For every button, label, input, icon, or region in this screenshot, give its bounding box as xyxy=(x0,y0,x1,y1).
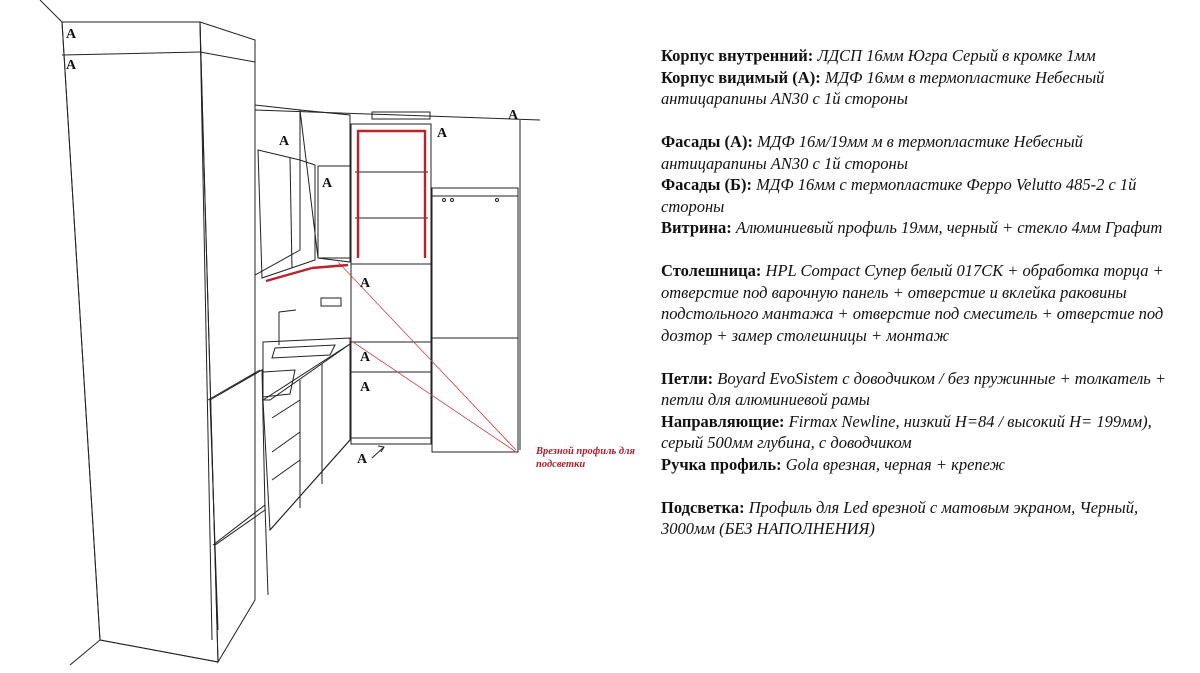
column-side-line-1 xyxy=(200,22,212,640)
lower-left-cabinet-3 xyxy=(265,505,268,595)
spec-value: Профиль для Led врезной с матовым экраном, Черный, 3000мм (БЕЗ НАПОЛНЕНИЯ) xyxy=(661,497,1139,538)
plinth-line xyxy=(270,440,350,530)
spec-item xyxy=(661,45,1181,67)
fridge-knob-3 xyxy=(496,199,499,202)
vitrine-case xyxy=(351,124,431,264)
marker-a-2: A xyxy=(66,58,77,73)
spec-block-facades xyxy=(661,131,1181,239)
spec-block-body xyxy=(661,45,1181,110)
hob xyxy=(263,370,295,397)
spec-label: Столешница: xyxy=(661,261,762,280)
floor-line xyxy=(70,640,100,665)
spec-label: Фасады (Б): xyxy=(661,175,752,194)
spec-item xyxy=(661,131,1181,174)
upper-cabinet-frame xyxy=(258,150,315,278)
spec-value: Firmax Newline, низкий H=84 / высокий H= 199мм), серый 500мм глубина, с доводчиком xyxy=(661,411,1152,452)
guide-line-2 xyxy=(350,340,516,452)
spec-item xyxy=(661,174,1181,217)
lower-cabinet-run xyxy=(263,344,350,530)
marker-a-5: A xyxy=(437,126,448,141)
faucet-spout xyxy=(279,310,296,312)
spec-label: Фасады (А): xyxy=(661,132,753,151)
marker-a-6: A xyxy=(508,108,519,123)
spec-label: Петли: xyxy=(661,368,714,388)
spec-label: Корпус видимый (А): xyxy=(661,67,821,87)
spec-label: Корпус внутренний: xyxy=(661,46,814,65)
spec-item xyxy=(661,260,1181,346)
spec-label: Подсветка: xyxy=(661,497,745,517)
spec-value: МДФ 16м/19мм м в термопластике Небесный антицарапины AN30 с 1й стороны xyxy=(661,132,1083,173)
column-seam-2 xyxy=(208,370,260,400)
spec-block-lighting xyxy=(661,497,1181,540)
marker-a-3: A xyxy=(279,134,290,149)
column-side xyxy=(200,22,255,662)
drawer-line-3 xyxy=(272,460,300,480)
spec-block-countertop xyxy=(661,260,1181,346)
spec-value: МДФ 16мм в термопластике Небесный антицарапины AN30 с 1й стороны xyxy=(661,67,1105,108)
fridge-body xyxy=(432,188,518,452)
led-profile-upper-2 xyxy=(312,265,348,268)
marker-a-10: A xyxy=(357,452,368,467)
marker-arrow xyxy=(372,447,384,458)
column-seam-3 xyxy=(213,505,265,545)
lower-left-cabinet xyxy=(210,370,265,545)
countertop xyxy=(263,338,350,400)
spec-item xyxy=(661,411,1181,454)
led-profile-vitrine xyxy=(358,131,425,258)
tall-column-front xyxy=(62,22,218,662)
spec-label: Направляющие: xyxy=(661,411,785,431)
ceiling-line-left xyxy=(40,0,62,22)
spec-block-hardware xyxy=(661,368,1181,476)
spec-item xyxy=(661,217,1181,239)
marker-a-7: A xyxy=(360,276,371,291)
spec-value: HPL Compact Супер белый 017СК + обработка торца + отверстие под варочную панель + отверстие и вклейка раковины подстольного мантажа + отверстие под смеситель + отверстие под дозтор + замер столешницы + монтаж xyxy=(661,261,1164,345)
fridge-knob-2 xyxy=(451,199,454,202)
upper-cabinet-left xyxy=(255,105,300,275)
upper-cabinet-door xyxy=(290,158,292,268)
spec-value: ЛДСП 16мм Югра Серый в кромке 1мм xyxy=(817,46,1096,65)
spec-value: Gola врезная, черная + крепеж xyxy=(785,454,1005,474)
fridge-knob-1 xyxy=(443,199,446,202)
column-seam-1 xyxy=(200,52,255,62)
marker-a-9: A xyxy=(360,380,371,395)
spec-value: Алюминиевый профиль 19мм, черный + стекло 4мм Графит xyxy=(735,218,1163,237)
spec-item xyxy=(661,67,1181,110)
outlet xyxy=(321,298,341,306)
spec-label: Ручка профиль: xyxy=(661,454,782,474)
spec-label: Витрина: xyxy=(661,218,732,237)
column-top-band xyxy=(62,52,200,55)
spec-item xyxy=(661,454,1181,476)
marker-a-8: A xyxy=(360,350,371,365)
drawer-line-2 xyxy=(272,432,300,452)
sink xyxy=(272,345,335,358)
marker-a-4: A xyxy=(322,176,333,191)
spec-item xyxy=(661,497,1181,540)
spec-value: МДФ 16мм с термопластике Ферро Velutto 485-2 с 1й стороны xyxy=(661,175,1137,216)
spec-value: Boyard EvoSistem с доводчиком / без пружинные + толкатель + петли для алюминиевой рамы xyxy=(661,368,1167,409)
drawer-line-1 xyxy=(272,400,300,418)
marker-a-1: A xyxy=(66,27,77,42)
led-profile-callout: Врезной профиль для подсветки xyxy=(536,446,635,470)
spec-list xyxy=(661,45,1181,561)
spec-item xyxy=(661,368,1181,411)
